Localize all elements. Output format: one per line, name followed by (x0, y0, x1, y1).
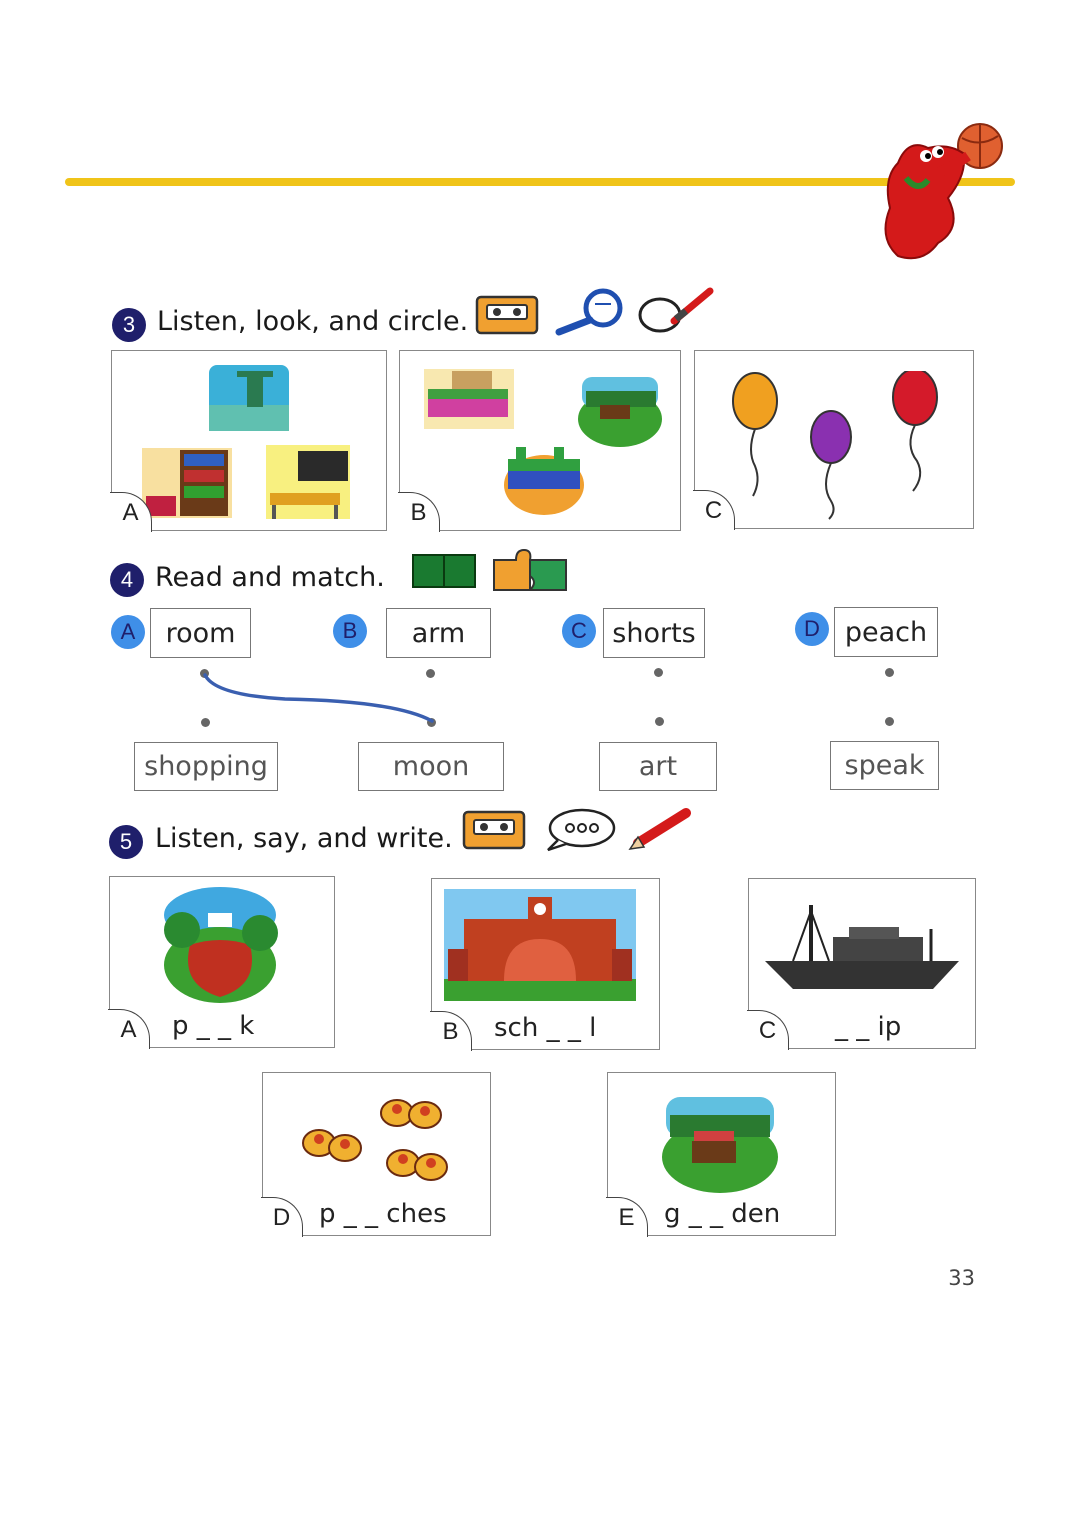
circle-pencil-icon (638, 285, 718, 335)
section-5-title: Listen, say, and write. (155, 823, 453, 854)
box-a-letter: A (110, 492, 152, 532)
section-4-title: Read and match. (155, 562, 385, 593)
write-box-b-text[interactable]: sch _ _ l (494, 1013, 597, 1043)
write-box-c-text[interactable]: _ _ ip (835, 1012, 902, 1042)
section-5-number: 5 (109, 825, 143, 859)
section-3-number: 3 (112, 308, 146, 342)
word-box-speak[interactable]: speak (830, 741, 939, 790)
balloons-icon (725, 371, 955, 521)
write-box-a[interactable] (109, 876, 335, 1048)
speech-bubble-icon (544, 806, 616, 854)
dragon-mascot-icon (868, 118, 1018, 266)
match-letter-d: D (795, 612, 829, 646)
word-box-art[interactable]: art (599, 742, 717, 791)
write-box-d-text[interactable]: p _ _ ches (319, 1199, 447, 1229)
match-letter-a: A (111, 615, 145, 649)
word-box-moon[interactable]: moon (358, 742, 504, 791)
box-c-letter: C (693, 490, 735, 530)
picture-box-b[interactable] (399, 350, 681, 531)
pencil-icon (628, 805, 694, 851)
write-box-b-letter: B (430, 1011, 472, 1051)
peaches-icon (297, 1093, 457, 1183)
write-box-d-letter: D (261, 1197, 303, 1237)
garden-icon (576, 371, 664, 449)
write-box-a-text[interactable]: p _ _ k (172, 1011, 255, 1041)
picture-box-a[interactable] (111, 350, 387, 531)
garden-icon (660, 1091, 780, 1195)
write-box-e-letter: E (606, 1197, 648, 1237)
word-box-peach[interactable]: peach (834, 607, 938, 657)
cassette-icon (462, 810, 526, 850)
page-number: 33 (948, 1266, 975, 1290)
word-box-arm[interactable]: arm (386, 608, 491, 658)
ship-icon (763, 901, 963, 991)
section-4-number: 4 (110, 563, 144, 597)
write-box-a-letter: A (108, 1009, 150, 1049)
picture-box-c[interactable] (694, 350, 974, 529)
kitchen-counter-icon (502, 439, 586, 517)
word-box-shopping[interactable]: shopping (134, 742, 278, 791)
write-box-d[interactable] (262, 1072, 491, 1236)
section-3-title: Listen, look, and circle. (157, 306, 469, 337)
match-dot-bottom-art[interactable] (655, 717, 664, 726)
match-dot-top-d[interactable] (885, 668, 894, 677)
school-icon (444, 889, 636, 1001)
book-icon (411, 553, 477, 589)
write-box-e-text[interactable]: g _ _ den (664, 1199, 781, 1229)
match-dot-bottom-speak[interactable] (885, 717, 894, 726)
match-dot-top-c[interactable] (654, 668, 663, 677)
magnifier-icon (553, 288, 629, 336)
box-b-letter: B (398, 492, 440, 532)
window-room-icon (207, 363, 291, 433)
write-box-c-letter: C (747, 1010, 789, 1050)
write-box-c[interactable] (748, 878, 976, 1049)
match-line-room-moon (195, 665, 445, 730)
word-box-room[interactable]: room (150, 608, 251, 658)
match-letter-c: C (562, 614, 596, 648)
park-icon (160, 885, 282, 1005)
match-letter-b: B (333, 614, 367, 648)
kitchen-icon (422, 367, 516, 431)
write-box-e[interactable] (607, 1072, 836, 1236)
word-box-shorts[interactable]: shorts (603, 608, 705, 658)
cassette-icon (475, 295, 539, 335)
classroom-icon (264, 443, 352, 521)
library-room-icon (140, 446, 235, 521)
write-box-b[interactable] (431, 878, 660, 1050)
puzzle-icon (490, 546, 570, 592)
